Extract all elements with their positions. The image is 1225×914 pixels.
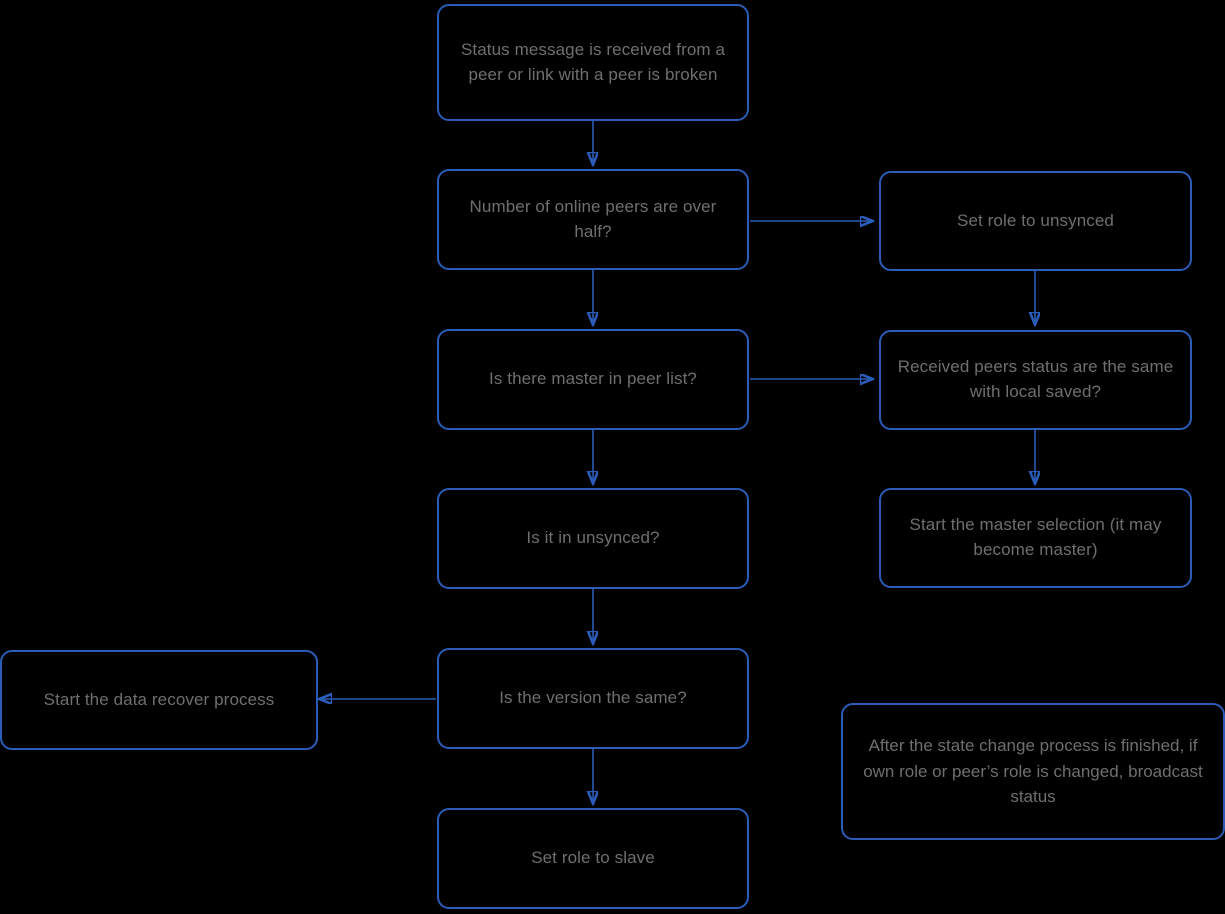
- node-label: Is the version the same?: [499, 688, 687, 708]
- node-master-in-peer-list: [437, 329, 749, 430]
- node-label: Received peers status are the same with local saved?: [897, 357, 1174, 401]
- node-is-version-same: [437, 648, 749, 749]
- node-start-master-selection: [879, 488, 1192, 588]
- node-set-role-slave: [437, 808, 749, 909]
- node-online-peers-over-half: [437, 169, 749, 270]
- node-label: Start the master selection (it may become master): [909, 515, 1162, 559]
- node-status-message-received: [437, 4, 749, 121]
- node-label: Set role to unsynced: [957, 210, 1114, 230]
- node-label: Status message is received from a peer or link with a peer is broken: [460, 39, 726, 84]
- node-set-role-unsynced: [879, 171, 1192, 271]
- note-broadcast-status: [841, 703, 1225, 840]
- node-label: Number of online peers are over half?: [469, 196, 717, 241]
- node-label: Set role to slave: [531, 848, 655, 868]
- node-start-data-recover: [0, 650, 318, 750]
- node-received-peers-status-same: [879, 330, 1192, 430]
- node-label: Is it in unsynced?: [526, 528, 660, 548]
- node-is-it-unsynced: [437, 488, 749, 589]
- node-label: Is there master in peer list?: [489, 369, 697, 389]
- node-label: Start the data recover process: [43, 689, 275, 709]
- note-label: After the state change process is finished, if own role or peer’s role is changed, broadcast status: [863, 736, 1203, 807]
